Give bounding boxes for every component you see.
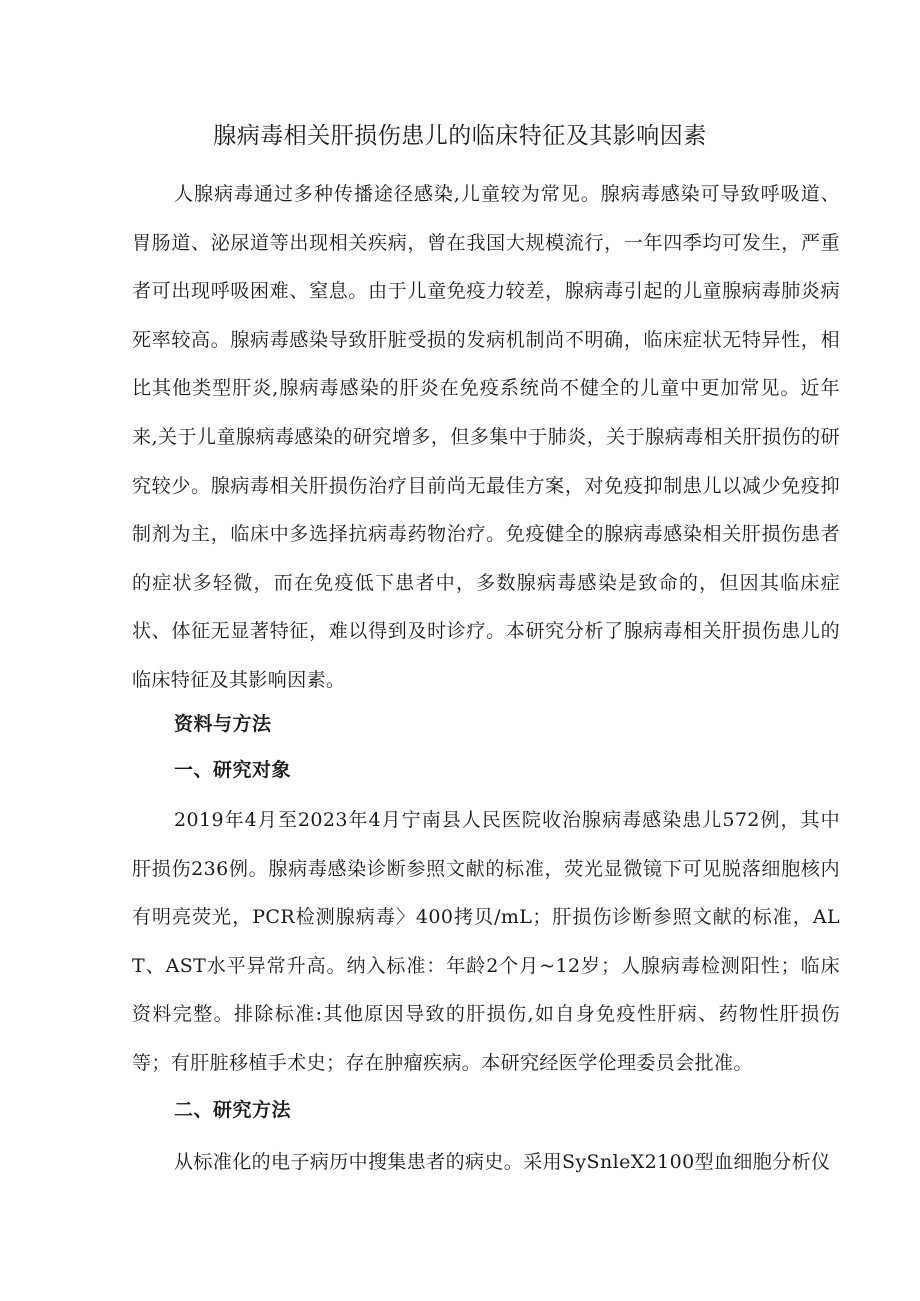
section-heading-materials-methods: 资料与方法 xyxy=(174,713,272,735)
intro-paragraph: 人腺病毒通过多种传播途径感染,儿童较为常见。腺病毒感染可导致呼吸道、胃肠道、泌尿道等出现相关疾病，曾在我国大规模流行，一年四季均可发生，严重者可出现呼吸困难、窒息。由于儿童免疫力较差，腺病毒引起的儿童腺病毒肺炎病死率较高。腺病毒感染导致肝脏受损的发病机制尚不明确，临床症状无特异性，相比其他类型肝炎,腺病毒感染的肝炎在免疫系统尚不健全的儿童中更加常见。近年来,关于儿童腺病毒感染的研究增多，但多集中于肺炎，关于腺病毒相关肝损伤的研究较少。腺病毒相关肝损伤治疗目前尚无最佳方案，对免疫抑制患儿以减少免疫抑制剂为主，临床中多选择抗病毒药物治疗。免疫健全的腺病毒感染相关肝损伤患者的症状多轻微，而在免疫低下患者中，多数腺病毒感染是致命的，但因其临床症状、体征无显著特征，难以得到及时诊疗。本研究分析了腺病毒相关肝损伤患儿的临床特征及其影响因素。 xyxy=(132,183,840,691)
subjects-paragraph: 2019年4月至2023年4月宁南县人民医院收治腺病毒感染患儿572例，其中肝损伤236例。腺病毒感染诊断参照文献的标准，荧光显微镜下可见脱落细胞核内有明亮荧光，PCR检测腺病毒〉400拷贝/mL；肝损伤诊断参照文献的标准，ALT、AST水平异常升高。纳入标准：年龄2个月~12岁；人腺病毒检测阳性；临床资料完整。排除标准:其他原因导致的肝损伤,如自身免疫性肝病、药物性肝损伤等；有肝脏移植手术史；存在肿瘤疾病。本研究经医学伦理委员会批准。 xyxy=(132,809,840,1074)
subsection-heading-subjects: 一、研究对象 xyxy=(174,759,292,781)
document-title: 腺病毒相关肝损伤患儿的临床特征及其影响因素 xyxy=(213,123,707,149)
methods-paragraph: 从标准化的电子病历中搜集患者的病史。采用SySnleX2100型血细胞分析仪 xyxy=(174,1151,831,1173)
subsection-heading-methods: 二、研究方法 xyxy=(174,1099,292,1121)
